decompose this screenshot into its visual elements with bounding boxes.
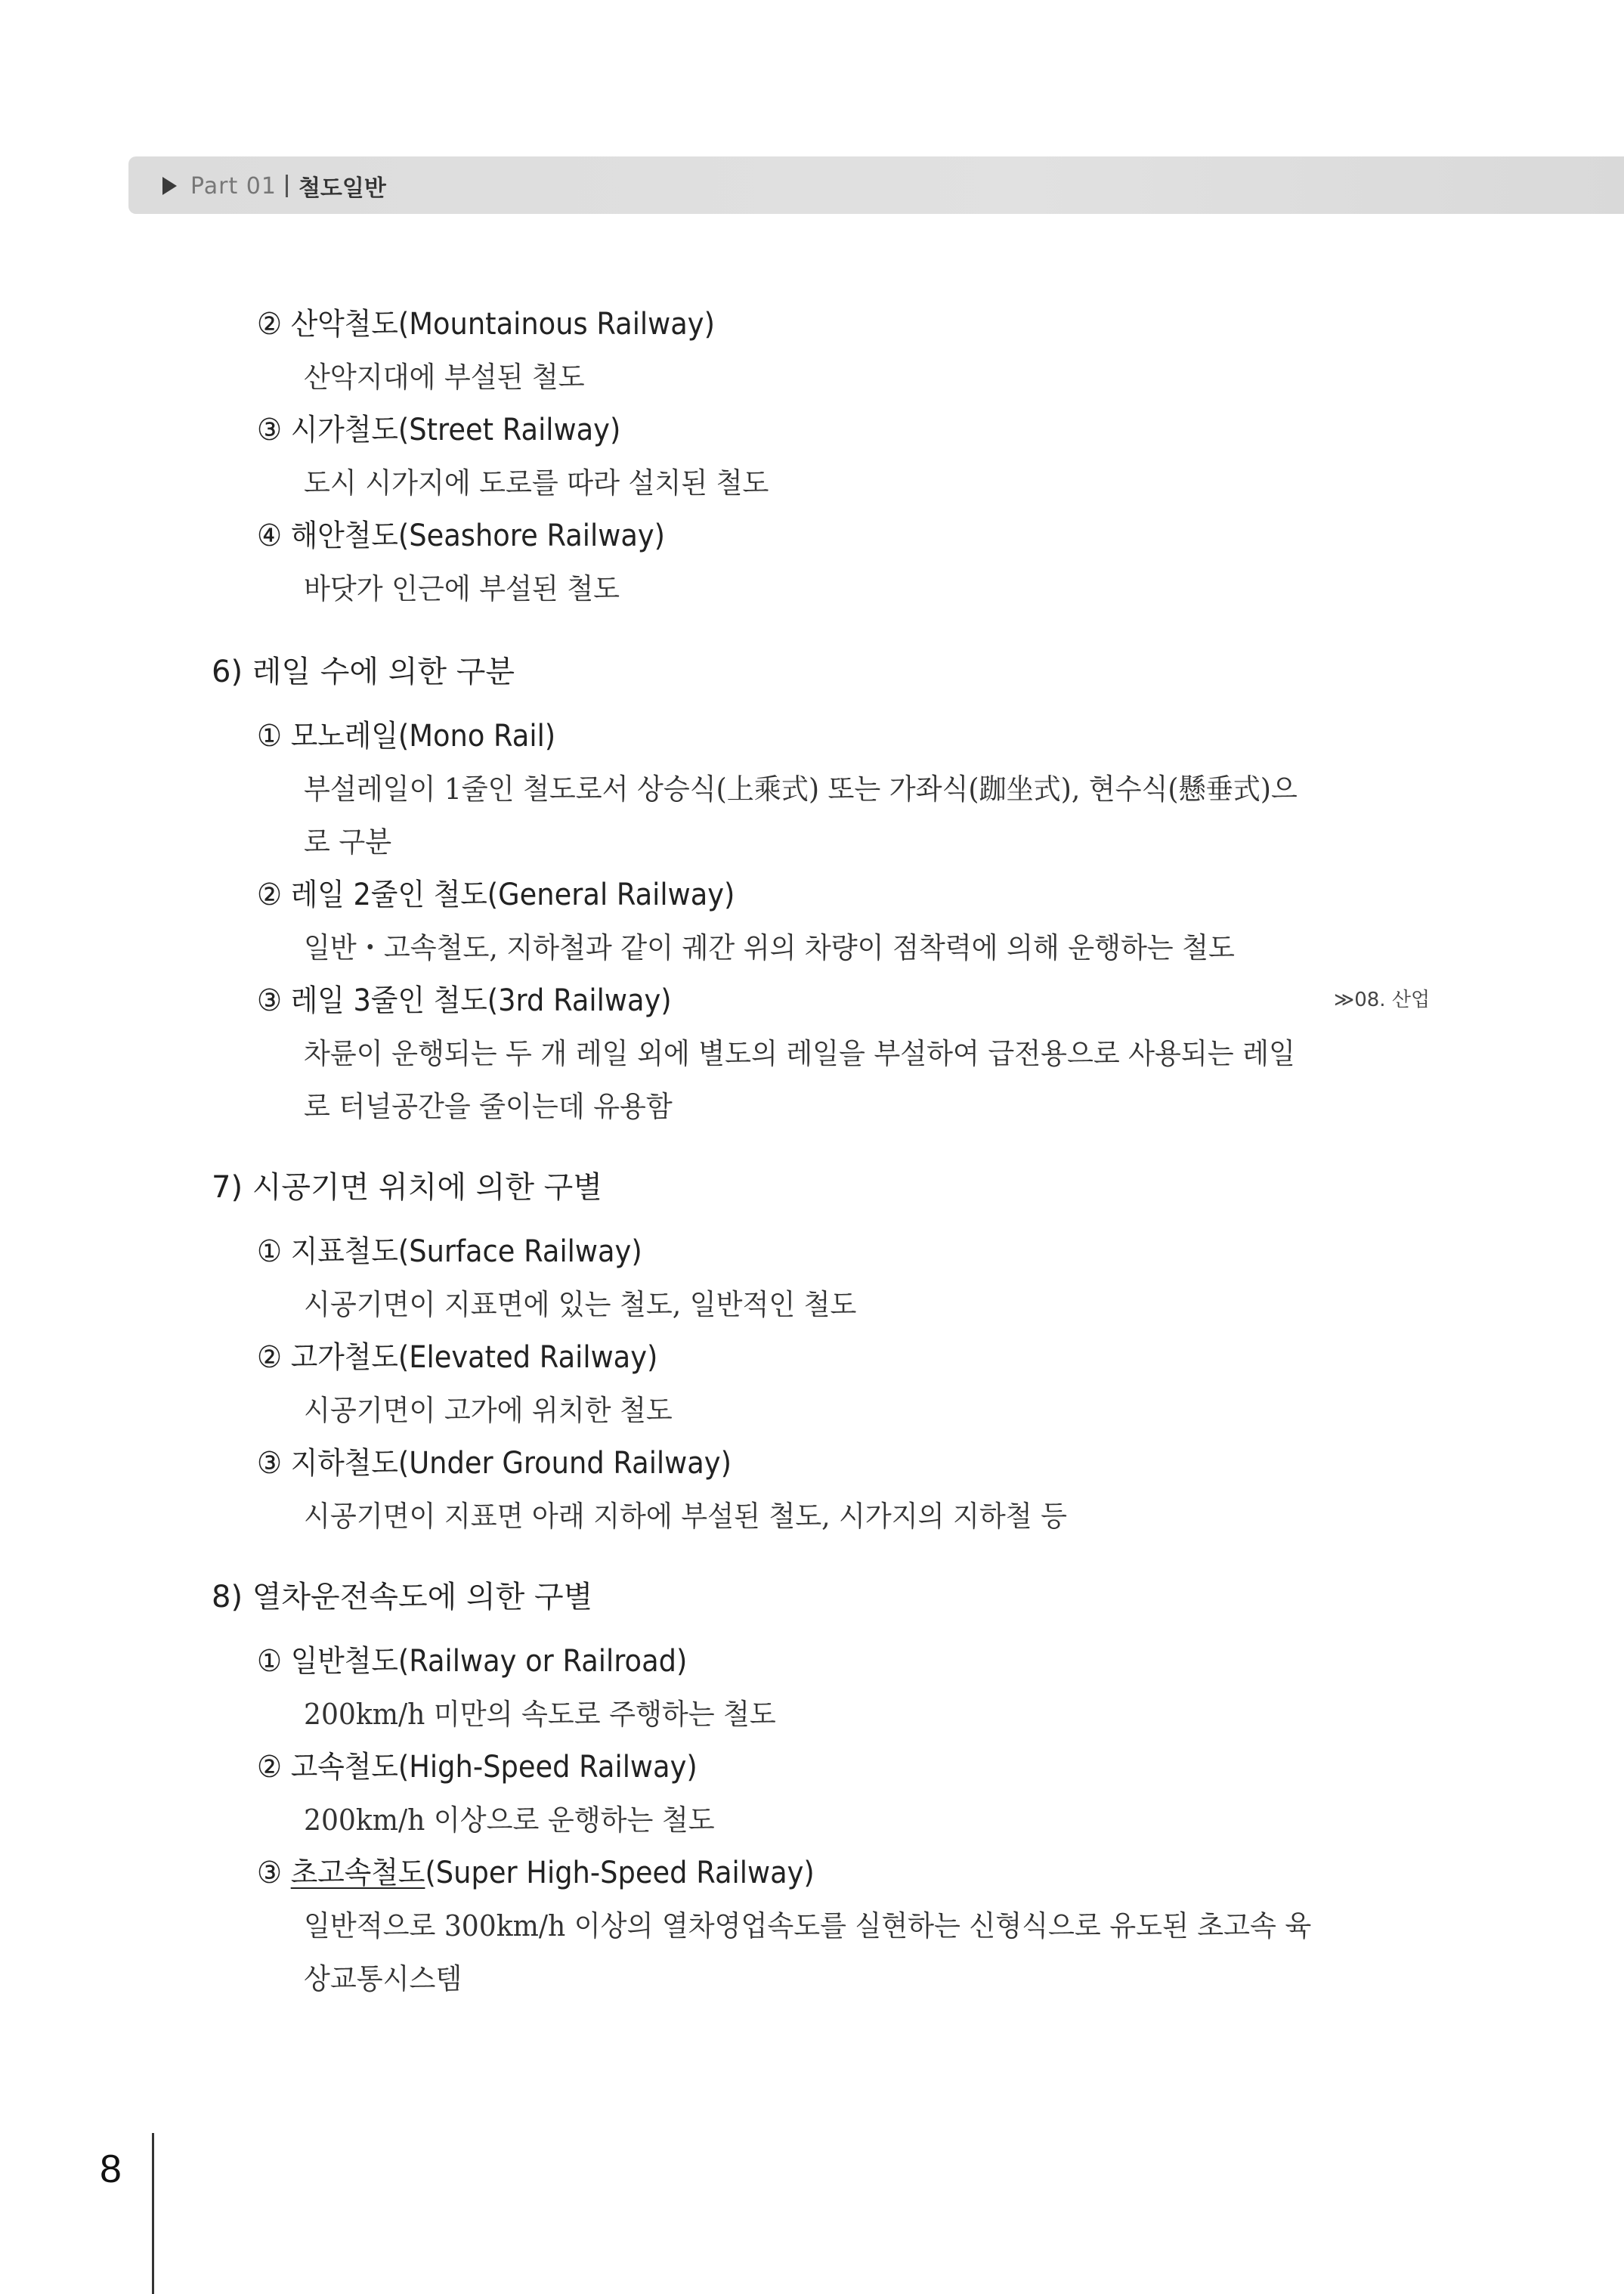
item-underground-desc: 시공기면이 지표면 아래 지하에 부설된 철도, 시가지의 지하철 등 (304, 1500, 1067, 1533)
section-7-heading: 7) 시공기면 위치에 의한 구별 (212, 1170, 602, 1205)
page-margin-rule (152, 2133, 154, 2294)
item-street-title: ③ 시가철도(Street Railway) (257, 413, 621, 447)
item-highspeed-title: ② 고속철도(High-Speed Railway) (257, 1750, 698, 1785)
section-6-heading: 6) 레일 수에 의한 구분 (212, 655, 515, 689)
exam-reference-note: ≫08. 산업 (1334, 989, 1431, 1011)
item-mountainous-title: ② 산악철도(Mountainous Railway) (257, 307, 715, 342)
item-general-railway-desc: 200km/h 미만의 속도로 주행하는 철도 (304, 1698, 776, 1731)
item-street-desc: 도시 시가지에 도로를 따라 설치된 철도 (304, 466, 769, 500)
item-mono-desc-2: 로 구분 (304, 825, 392, 859)
item-highspeed-desc: 200km/h 이상으로 운행하는 철도 (304, 1803, 715, 1837)
play-triangle-icon (162, 177, 177, 195)
page-number: 8 (100, 2147, 122, 2191)
item-surface-desc: 시공기면이 지표면에 있는 철도, 일반적인 철도 (304, 1288, 857, 1321)
item-third-rail-title: ③ 레일 3줄인 철도(3rd Railway) (257, 983, 672, 1018)
item-general-rail-desc: 일반・고속철도, 지하철과 같이 궤간 위의 차량이 점착력에 의해 운행하는 철도 (304, 931, 1235, 964)
item-super-highspeed-desc-1: 일반적으로 300km/h 이상의 열차영업속도를 실현하는 신형식으로 유도된 초고속 육 (304, 1909, 1312, 1943)
chapter-title: 철도일반 (298, 175, 386, 202)
item-super-highspeed-desc-2: 상교통시스템 (304, 1962, 462, 1995)
running-header (162, 171, 386, 201)
item-super-number: ③ (257, 1856, 291, 1890)
item-general-rail-title: ② 레일 2줄인 철도(General Railway) (257, 878, 735, 912)
item-super-name-underlined: 초고속철도 (290, 1856, 425, 1890)
item-elevated-desc: 시공기면이 고가에 위치한 철도 (304, 1394, 673, 1427)
part-label: Part 01 (190, 172, 277, 200)
item-elevated-title: ② 고가철도(Elevated Railway) (257, 1340, 658, 1375)
item-super-english: (Super High-Speed Railway) (425, 1856, 815, 1890)
item-mountainous-desc: 산악지대에 부설된 철도 (304, 361, 585, 394)
item-third-rail-desc-1: 차륜이 운행되는 두 개 레일 외에 별도의 레일을 부설하여 급전용으로 사용되는 레일 (304, 1037, 1295, 1070)
item-general-railway-title: ① 일반철도(Railway or Railroad) (257, 1644, 688, 1679)
section-8-heading: 8) 열차운전속도에 의한 구별 (212, 1580, 593, 1614)
item-mono-desc-1: 부설레일이 1줄인 철도로서 상승식(上乘式) 또는 가좌식(跏坐式), 현수식(懸垂式)으 (304, 772, 1298, 806)
header-separator (286, 175, 288, 197)
item-underground-title: ③ 지하철도(Under Ground Railway) (257, 1446, 732, 1481)
item-super-highspeed-title (257, 1849, 815, 1892)
item-third-rail-desc-2: 로 터널공간을 줄이는데 유용함 (304, 1090, 673, 1123)
item-seashore-title: ④ 해안철도(Seashore Railway) (257, 519, 666, 553)
item-seashore-desc: 바닷가 인근에 부설된 철도 (304, 572, 620, 605)
item-surface-title: ① 지표철도(Surface Railway) (257, 1234, 642, 1269)
item-mono-title: ① 모노레일(Mono Rail) (257, 719, 556, 754)
